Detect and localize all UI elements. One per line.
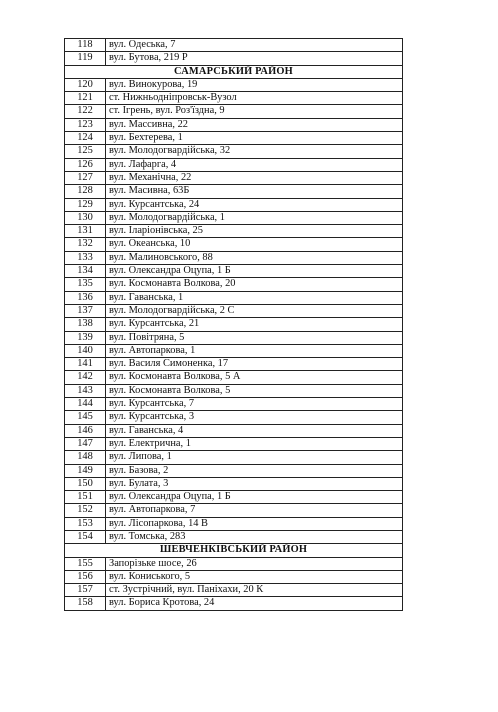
row-address: вул. Булата, 3 [106,477,403,490]
row-number: 119 [65,52,106,65]
row-address: вул. Бехтерева, 1 [106,132,403,145]
table-row [65,265,403,278]
table-row [65,185,403,198]
row-number: 123 [65,118,106,131]
row-address: вул. Гаванська, 4 [106,424,403,437]
table-row [65,384,403,397]
row-address: Запорізьке шосе, 26 [106,557,403,570]
row-number: 157 [65,584,106,597]
district-header-row [65,544,403,557]
row-number: 148 [65,451,106,464]
table-row [65,570,403,583]
table-row [65,344,403,357]
row-address: вул. Базова, 2 [106,464,403,477]
row-number: 121 [65,92,106,105]
table-row [65,331,403,344]
row-address: вул. Василя Симоненка, 17 [106,358,403,371]
row-number: 118 [65,39,106,52]
row-address: вул. Томська, 283 [106,530,403,543]
row-number: 126 [65,158,106,171]
row-address: ст. Нижньодніпровськ-Вузол [106,92,403,105]
row-number: 142 [65,371,106,384]
row-number: 128 [65,185,106,198]
table-row [65,597,403,610]
row-number: 125 [65,145,106,158]
row-number: 135 [65,278,106,291]
row-address: вул. Винокурова, 19 [106,78,403,91]
row-address: вул. Космонавта Волкова, 5 А [106,371,403,384]
row-address: вул. Лафарга, 4 [106,158,403,171]
row-address: ст. Зустрічний, вул. Паніхахи, 20 К [106,584,403,597]
row-address: вул. Автопаркова, 1 [106,344,403,357]
row-address: вул. Курсантська, 24 [106,198,403,211]
row-number: 145 [65,411,106,424]
table-row [65,491,403,504]
row-number: 140 [65,344,106,357]
row-number: 146 [65,424,106,437]
table-row [65,118,403,131]
table-row [65,437,403,450]
table-row [65,52,403,65]
address-table [64,38,403,611]
table-row [65,411,403,424]
table-row [65,557,403,570]
row-number: 155 [65,557,106,570]
district-name: ШЕВЧЕНКІВСЬКИЙ РАЙОН [65,544,403,557]
row-number: 156 [65,570,106,583]
row-number: 137 [65,304,106,317]
table-row [65,304,403,317]
row-address: вул. Космонавта Волкова, 20 [106,278,403,291]
row-number: 139 [65,331,106,344]
row-address: вул. Одеська, 7 [106,39,403,52]
table-row [65,251,403,264]
row-number: 152 [65,504,106,517]
table-row [65,464,403,477]
table-row [65,171,403,184]
district-header-row [65,65,403,78]
table-row [65,225,403,238]
table-row [65,39,403,52]
table-row [65,517,403,530]
table-row [65,584,403,597]
row-address: вул. Механічна, 22 [106,171,403,184]
row-address: вул. Малиновського, 88 [106,251,403,264]
table-row [65,424,403,437]
row-number: 136 [65,291,106,304]
row-number: 147 [65,437,106,450]
address-table-body [65,39,403,611]
row-address: вул. Массивна, 22 [106,118,403,131]
row-address: вул. Кониського, 5 [106,570,403,583]
row-number: 134 [65,265,106,278]
table-row [65,318,403,331]
row-number: 144 [65,398,106,411]
row-number: 127 [65,171,106,184]
row-address: вул. Гаванська, 1 [106,291,403,304]
row-number: 143 [65,384,106,397]
row-address: вул. Бутова, 219 Р [106,52,403,65]
table-row [65,504,403,517]
row-address: вул. Космонавта Волкова, 5 [106,384,403,397]
row-address: вул. Курсантська, 7 [106,398,403,411]
table-row [65,451,403,464]
table-row [65,291,403,304]
table-row [65,530,403,543]
row-number: 153 [65,517,106,530]
row-address: вул. Молодогвардійська, 2 С [106,304,403,317]
row-address: вул. Іларіонівська, 25 [106,225,403,238]
row-address: вул. Океанська, 10 [106,238,403,251]
district-name: САМАРСЬКИЙ РАЙОН [65,65,403,78]
row-number: 149 [65,464,106,477]
row-address: вул. Липова, 1 [106,451,403,464]
row-address: вул. Олександра Оцупа, 1 Б [106,491,403,504]
row-number: 132 [65,238,106,251]
row-address: вул. Масивна, 63Б [106,185,403,198]
row-address: вул. Електрична, 1 [106,437,403,450]
table-row [65,105,403,118]
row-number: 122 [65,105,106,118]
row-address: вул. Автопаркова, 7 [106,504,403,517]
row-address: вул. Курсантська, 21 [106,318,403,331]
table-row [65,145,403,158]
row-number: 141 [65,358,106,371]
row-number: 133 [65,251,106,264]
table-row [65,398,403,411]
row-address: вул. Повітряна, 5 [106,331,403,344]
row-number: 158 [65,597,106,610]
table-row [65,477,403,490]
table-row [65,238,403,251]
row-address: вул. Лісопаркова, 14 В [106,517,403,530]
row-number: 130 [65,211,106,224]
row-address: вул. Олександра Оцупа, 1 Б [106,265,403,278]
row-number: 124 [65,132,106,145]
row-number: 129 [65,198,106,211]
row-address: вул. Молодогвардійська, 1 [106,211,403,224]
row-address: вул. Курсантська, 3 [106,411,403,424]
table-row [65,278,403,291]
row-number: 138 [65,318,106,331]
table-row [65,198,403,211]
row-number: 150 [65,477,106,490]
row-number: 151 [65,491,106,504]
row-number: 154 [65,530,106,543]
row-address: вул. Бориса Кротова, 24 [106,597,403,610]
row-number: 120 [65,78,106,91]
table-row [65,371,403,384]
table-row [65,132,403,145]
row-address: ст. Ігрень, вул. Роз'їздна, 9 [106,105,403,118]
table-row [65,358,403,371]
table-row [65,211,403,224]
row-address: вул. Молодогвардійська, 32 [106,145,403,158]
table-row [65,92,403,105]
table-row [65,78,403,91]
row-number: 131 [65,225,106,238]
table-row [65,158,403,171]
